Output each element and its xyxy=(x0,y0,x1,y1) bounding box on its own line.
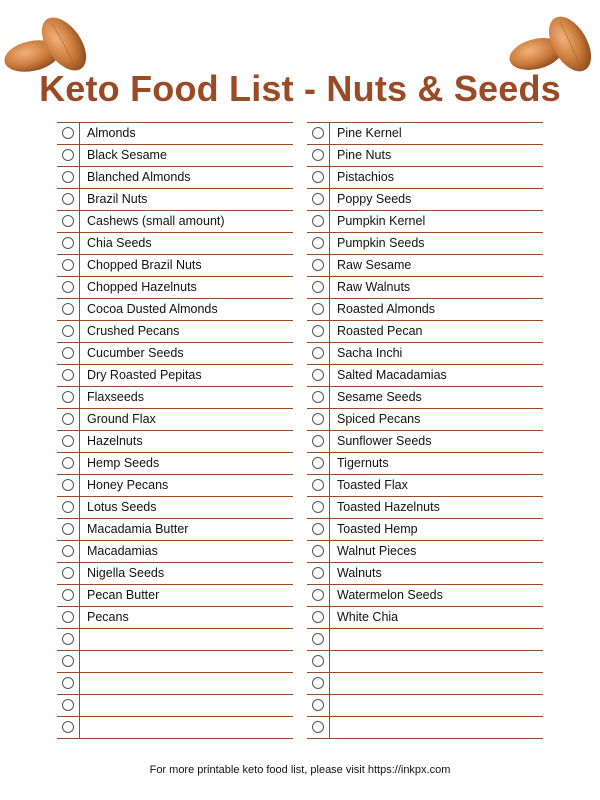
checkbox-cell xyxy=(57,519,80,540)
checkbox-circle[interactable] xyxy=(62,655,74,667)
item-label: Cocoa Dusted Almonds xyxy=(87,302,218,316)
checklist-row xyxy=(307,607,543,629)
checkbox-cell xyxy=(307,475,330,496)
checkbox-circle[interactable] xyxy=(62,567,74,579)
checkbox-cell xyxy=(307,431,330,452)
checklist-row xyxy=(57,365,293,387)
page-title: Keto Food List - Nuts & Seeds xyxy=(39,68,561,109)
checkbox-circle[interactable] xyxy=(312,589,324,601)
checkbox-circle[interactable] xyxy=(312,633,324,645)
item-label: Pistachios xyxy=(337,170,394,184)
checkbox-circle[interactable] xyxy=(62,347,74,359)
checklist-row xyxy=(307,453,543,475)
checklist-row xyxy=(307,673,543,695)
checkbox-cell xyxy=(57,123,80,144)
checklist-row xyxy=(57,475,293,497)
checklist-row xyxy=(307,189,543,211)
item-label: Pecans xyxy=(87,610,129,624)
checklist-right-column xyxy=(307,122,543,739)
checklist-row xyxy=(307,167,543,189)
checklist-row xyxy=(57,255,293,277)
item-label: Macadamias xyxy=(87,544,158,558)
checkbox-circle[interactable] xyxy=(312,215,324,227)
checkbox-circle[interactable] xyxy=(312,391,324,403)
item-label: Pine Kernel xyxy=(337,126,402,140)
checklist-row xyxy=(307,585,543,607)
checklist-left-column xyxy=(57,122,293,739)
checklist-row xyxy=(57,585,293,607)
checklist-row xyxy=(307,387,543,409)
checkbox-circle[interactable] xyxy=(62,215,74,227)
checklist-row xyxy=(307,365,543,387)
checklist-row xyxy=(57,651,293,673)
checkbox-cell xyxy=(57,255,80,276)
checkbox-circle[interactable] xyxy=(62,149,74,161)
item-label: Sesame Seeds xyxy=(337,390,422,404)
checkbox-cell xyxy=(57,695,80,716)
checkbox-circle[interactable] xyxy=(62,501,74,513)
checklist-row xyxy=(57,145,293,167)
checkbox-cell xyxy=(57,365,80,386)
checkbox-circle[interactable] xyxy=(62,413,74,425)
checkbox-circle[interactable] xyxy=(62,193,74,205)
checklist-row xyxy=(57,607,293,629)
checklist-row xyxy=(307,409,543,431)
checkbox-cell xyxy=(307,541,330,562)
checklist-row xyxy=(57,541,293,563)
item-label: Raw Walnuts xyxy=(337,280,411,294)
checkbox-cell xyxy=(307,519,330,540)
item-label: Cucumber Seeds xyxy=(87,346,184,360)
checkbox-circle[interactable] xyxy=(62,479,74,491)
checkbox-cell xyxy=(307,343,330,364)
checkbox-cell xyxy=(57,563,80,584)
checkbox-cell xyxy=(307,211,330,232)
item-label: Chia Seeds xyxy=(87,236,152,250)
checkbox-cell xyxy=(57,673,80,694)
checkbox-circle[interactable] xyxy=(312,193,324,205)
checkbox-cell xyxy=(307,123,330,144)
checkbox-circle[interactable] xyxy=(312,479,324,491)
checkbox-cell xyxy=(57,431,80,452)
checkbox-circle[interactable] xyxy=(312,611,324,623)
item-label: Tigernuts xyxy=(337,456,389,470)
checkbox-circle[interactable] xyxy=(312,127,324,139)
checklist-row xyxy=(57,519,293,541)
item-label: Toasted Hemp xyxy=(337,522,418,536)
item-label: Salted Macadamias xyxy=(337,368,447,382)
checkbox-cell xyxy=(307,409,330,430)
item-label: Roasted Almonds xyxy=(337,302,435,316)
checkbox-circle[interactable] xyxy=(62,127,74,139)
checkbox-circle[interactable] xyxy=(312,457,324,469)
item-label: Cashews (small amount) xyxy=(87,214,225,228)
checkbox-circle[interactable] xyxy=(62,677,74,689)
checkbox-cell xyxy=(57,717,80,738)
checkbox-cell xyxy=(57,453,80,474)
checkbox-circle[interactable] xyxy=(62,259,74,271)
item-label: Spiced Pecans xyxy=(337,412,421,426)
checkbox-cell xyxy=(307,607,330,628)
checklist-row xyxy=(57,673,293,695)
checkbox-circle[interactable] xyxy=(62,545,74,557)
checkbox-circle[interactable] xyxy=(312,171,324,183)
checklist-row xyxy=(57,123,293,145)
checkbox-circle[interactable] xyxy=(62,325,74,337)
checklist-row xyxy=(307,629,543,651)
almond-icon xyxy=(2,12,98,76)
item-label: Crushed Pecans xyxy=(87,324,180,338)
checkbox-cell xyxy=(57,277,80,298)
checkbox-circle[interactable] xyxy=(312,567,324,579)
item-label: Chopped Brazil Nuts xyxy=(87,258,202,272)
checklist-row xyxy=(57,563,293,585)
checkbox-circle[interactable] xyxy=(62,721,74,733)
checkbox-cell xyxy=(57,387,80,408)
checkbox-cell xyxy=(57,629,80,650)
checkbox-cell xyxy=(307,255,330,276)
checkbox-cell xyxy=(57,343,80,364)
checklist-row xyxy=(307,475,543,497)
checkbox-cell xyxy=(57,541,80,562)
checkbox-circle[interactable] xyxy=(312,435,324,447)
checkbox-circle[interactable] xyxy=(312,721,324,733)
checkbox-circle[interactable] xyxy=(62,457,74,469)
checklist-row xyxy=(57,277,293,299)
item-label: Toasted Hazelnuts xyxy=(337,500,440,514)
checkbox-circle[interactable] xyxy=(62,611,74,623)
checkbox-circle[interactable] xyxy=(62,303,74,315)
item-label: Lotus Seeds xyxy=(87,500,157,514)
item-label: Walnut Pieces xyxy=(337,544,417,558)
checkbox-cell xyxy=(307,651,330,672)
checkbox-cell xyxy=(307,233,330,254)
checkbox-cell xyxy=(57,233,80,254)
checkbox-cell xyxy=(307,497,330,518)
checkbox-cell xyxy=(307,365,330,386)
checkbox-circle[interactable] xyxy=(62,523,74,535)
item-label: Macadamia Butter xyxy=(87,522,189,536)
checkbox-cell xyxy=(57,409,80,430)
checkbox-cell xyxy=(57,211,80,232)
checkbox-circle[interactable] xyxy=(62,237,74,249)
checkbox-circle[interactable] xyxy=(62,435,74,447)
checkbox-cell xyxy=(307,299,330,320)
checkbox-cell xyxy=(57,145,80,166)
checkbox-circle[interactable] xyxy=(62,391,74,403)
checkbox-cell xyxy=(307,167,330,188)
checkbox-circle[interactable] xyxy=(62,699,74,711)
checklist-row xyxy=(57,189,293,211)
checklist-row xyxy=(57,453,293,475)
item-label: Roasted Pecan xyxy=(337,324,423,338)
checklist-row xyxy=(57,321,293,343)
checklist-row xyxy=(57,233,293,255)
checkbox-cell xyxy=(57,167,80,188)
checklist-row xyxy=(307,299,543,321)
checklist-row xyxy=(57,629,293,651)
item-label: Almonds xyxy=(87,126,136,140)
checkbox-circle[interactable] xyxy=(312,281,324,293)
checklist-row xyxy=(57,409,293,431)
checkbox-cell xyxy=(57,299,80,320)
checkbox-cell xyxy=(57,475,80,496)
checkbox-cell xyxy=(57,497,80,518)
checkbox-cell xyxy=(307,673,330,694)
checklist-row xyxy=(307,123,543,145)
checkbox-circle[interactable] xyxy=(62,589,74,601)
item-label: Poppy Seeds xyxy=(337,192,412,206)
item-label: Dry Roasted Pepitas xyxy=(87,368,202,382)
checkbox-cell xyxy=(307,717,330,738)
checkbox-cell xyxy=(307,387,330,408)
item-label: Nigella Seeds xyxy=(87,566,165,580)
checkbox-circle[interactable] xyxy=(312,259,324,271)
checklist-row xyxy=(307,277,543,299)
checkbox-circle[interactable] xyxy=(312,545,324,557)
checkbox-circle[interactable] xyxy=(62,633,74,645)
checklist-row xyxy=(57,299,293,321)
checkbox-circle[interactable] xyxy=(312,677,324,689)
item-label: Pumpkin Seeds xyxy=(337,236,425,250)
item-label: Pecan Butter xyxy=(87,588,160,602)
checklist-row xyxy=(307,541,543,563)
footer-note: For more printable keto food list, please visit https://inkpx.com xyxy=(149,764,451,776)
checklist-row xyxy=(307,519,543,541)
checkbox-circle[interactable] xyxy=(312,149,324,161)
item-label: Raw Sesame xyxy=(337,258,412,272)
item-label: Brazil Nuts xyxy=(87,192,148,206)
checkbox-cell xyxy=(307,277,330,298)
item-label: Toasted Flax xyxy=(337,478,408,492)
item-label: White Chia xyxy=(337,610,399,624)
checkbox-cell xyxy=(57,189,80,210)
checklist-row xyxy=(307,233,543,255)
checklist-row xyxy=(307,695,543,717)
item-label: Chopped Hazelnuts xyxy=(87,280,197,294)
checklist-row xyxy=(307,651,543,673)
item-label: Blanched Almonds xyxy=(87,170,191,184)
checkbox-circle[interactable] xyxy=(312,501,324,513)
checklist-row xyxy=(57,387,293,409)
checkbox-cell xyxy=(307,453,330,474)
checkbox-cell xyxy=(57,585,80,606)
item-label: Sacha Inchi xyxy=(337,346,403,360)
almond-icon xyxy=(506,12,598,76)
item-label: Flaxseeds xyxy=(87,390,144,404)
checklist-row xyxy=(307,563,543,585)
checkbox-cell xyxy=(307,563,330,584)
checkbox-circle[interactable] xyxy=(62,369,74,381)
checkbox-cell xyxy=(307,585,330,606)
item-label: Pine Nuts xyxy=(337,148,392,162)
checkbox-cell xyxy=(57,607,80,628)
checkbox-circle[interactable] xyxy=(312,413,324,425)
checklist-row xyxy=(57,431,293,453)
checklist-row xyxy=(307,321,543,343)
checkbox-circle[interactable] xyxy=(312,655,324,667)
checklist-row xyxy=(57,211,293,233)
checkbox-circle[interactable] xyxy=(312,303,324,315)
item-label: Sunflower Seeds xyxy=(337,434,432,448)
checkbox-circle[interactable] xyxy=(312,237,324,249)
item-label: Pumpkin Kernel xyxy=(337,214,426,228)
checkbox-cell xyxy=(307,321,330,342)
checklist-row xyxy=(307,211,543,233)
checkbox-cell xyxy=(57,321,80,342)
checklist-row xyxy=(307,717,543,739)
checkbox-cell xyxy=(57,651,80,672)
checkbox-cell xyxy=(307,695,330,716)
checkbox-circle[interactable] xyxy=(312,369,324,381)
checklist-row xyxy=(57,717,293,739)
checklist-row xyxy=(307,497,543,519)
checkbox-circle[interactable] xyxy=(312,325,324,337)
checklist-row xyxy=(57,167,293,189)
checkbox-cell xyxy=(307,629,330,650)
item-label: Black Sesame xyxy=(87,148,167,162)
checkbox-circle[interactable] xyxy=(312,523,324,535)
checkbox-circle[interactable] xyxy=(312,347,324,359)
checklist-row xyxy=(307,255,543,277)
item-label: Watermelon Seeds xyxy=(337,588,443,602)
checklist-row xyxy=(307,145,543,167)
checklist-row xyxy=(307,343,543,365)
checkbox-circle[interactable] xyxy=(62,171,74,183)
item-label: Walnuts xyxy=(337,566,382,580)
item-label: Ground Flax xyxy=(87,412,156,426)
item-label: Hemp Seeds xyxy=(87,456,160,470)
checklist-row xyxy=(57,343,293,365)
checklist-row xyxy=(307,431,543,453)
checklist-row xyxy=(57,497,293,519)
checkbox-cell xyxy=(307,145,330,166)
checklist-row xyxy=(57,695,293,717)
checkbox-cell xyxy=(307,189,330,210)
checkbox-circle[interactable] xyxy=(312,699,324,711)
checkbox-circle[interactable] xyxy=(62,281,74,293)
item-label: Honey Pecans xyxy=(87,478,169,492)
item-label: Hazelnuts xyxy=(87,434,143,448)
